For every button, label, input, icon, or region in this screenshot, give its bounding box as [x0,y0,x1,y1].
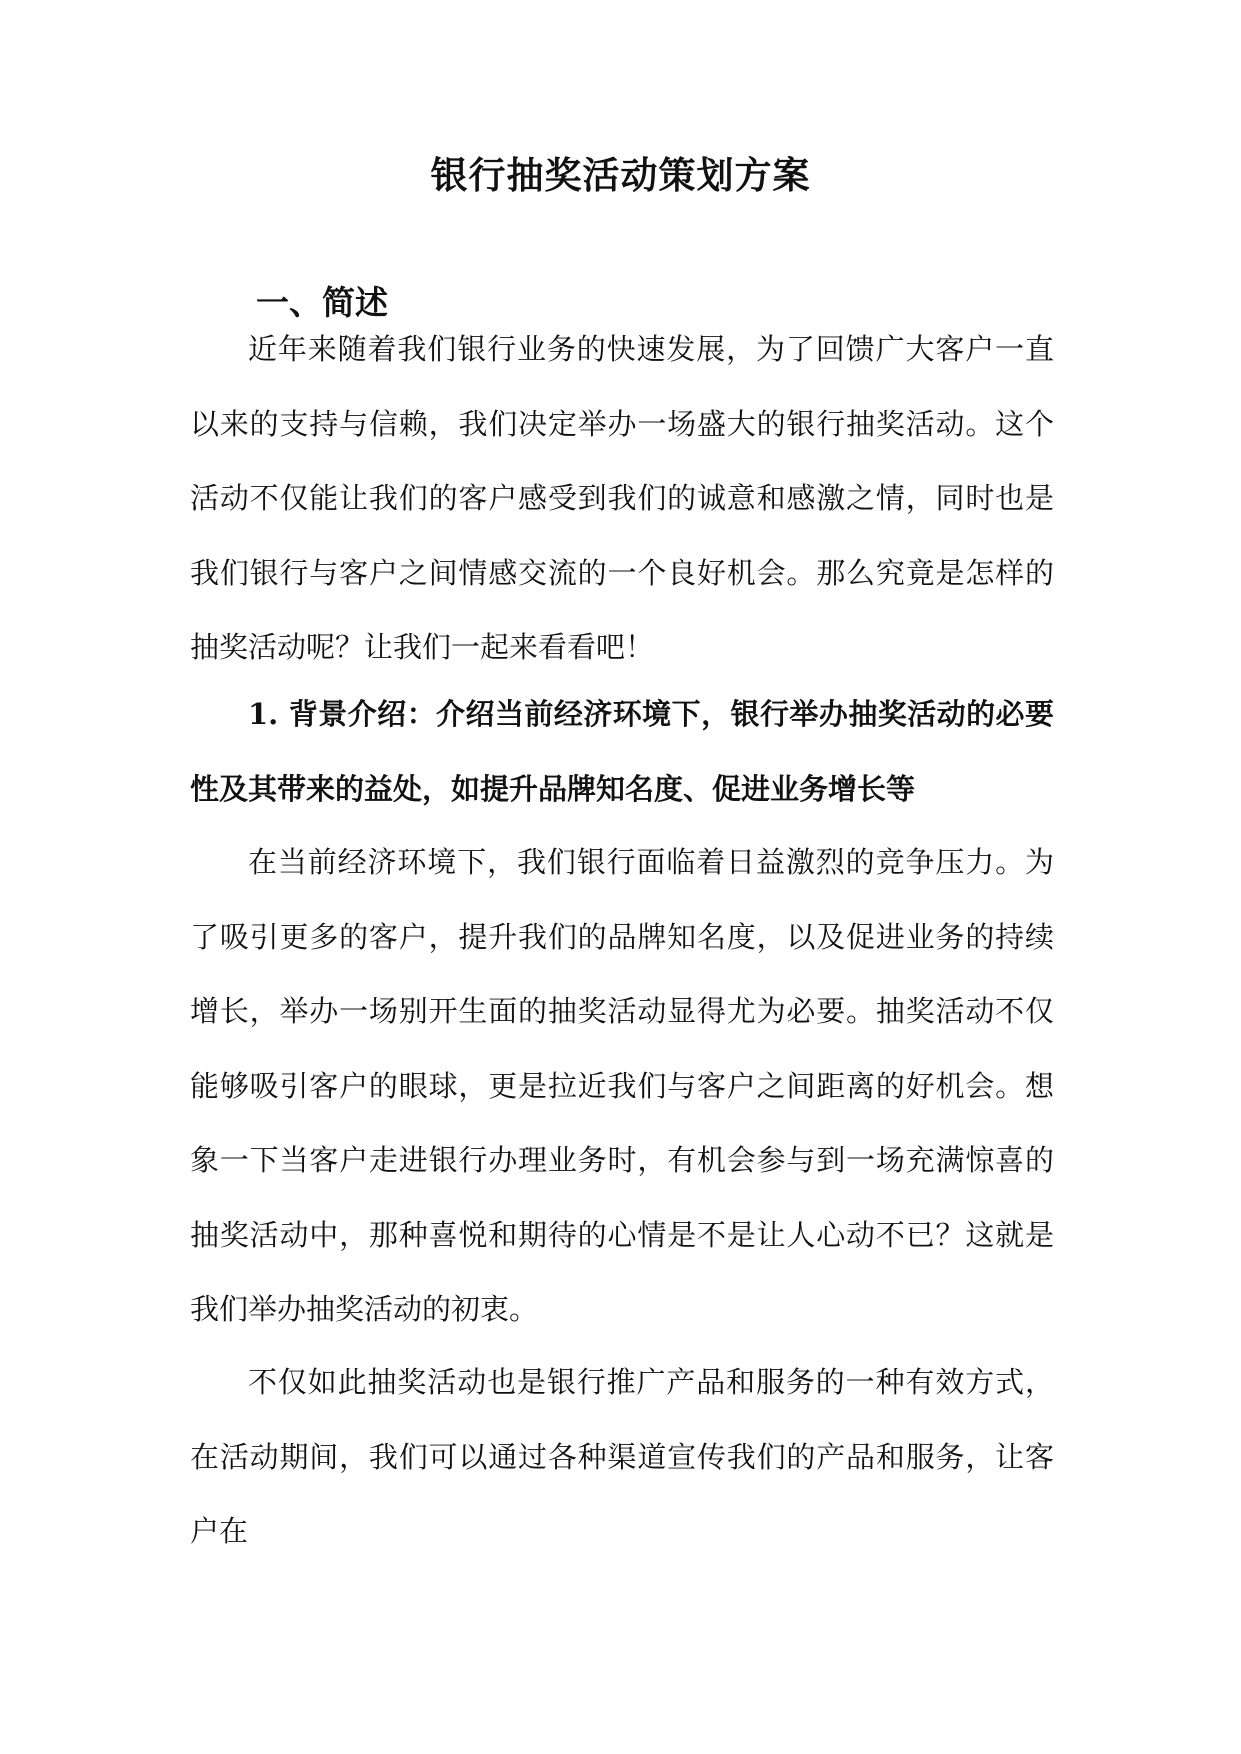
paragraph-promotion: 不仅如此抽奖活动也是银行推广产品和服务的一种有效方式，在活动期间，我们可以通过各种渠道宣传我们的产品和服务，让客户在 [190,1365,1054,1548]
paragraph-intro: 近年来随着我们银行业务的快速发展，为了回馈广大客户一直以来的支持与信赖，我们决定举办一场盛大的银行抽奖活动。这个活动不仅能让我们的客户感受到我们的诚意和感激之情，同时也是我们银行与客户之间情感交流的一个良好机会。那么究竟是怎样的抽奖活动呢？让我们一起来看看吧！ [190,332,1054,664]
section-heading-overview: 一、简述 [256,283,388,322]
document-title: 银行抽奖活动策划方案 [430,153,811,197]
paragraph-background: 在当前经济环境下，我们银行面临着日益激烈的竞争压力。为了吸引更多的客户，提升我们的品牌知名度，以及促进业务的持续增长，举办一场别开生面的抽奖活动显得尤为必要。抽奖活动不仅能够吸引客户的眼球，更是拉近我们与客户之间距离的好机会。想象一下当客户走进银行办理业务时，有机会参与到一场充满惊喜的抽奖活动中，那种喜悦和期待的心情是不是让人心动不已？这就是我们举办抽奖活动的初衷。 [190,845,1054,1326]
subheading-background: 1. 背景介绍：介绍当前经济环境下，银行举办抽奖活动的必要性及其带来的益处，如提升品牌知名度、促进业务增长等 [190,697,1054,806]
